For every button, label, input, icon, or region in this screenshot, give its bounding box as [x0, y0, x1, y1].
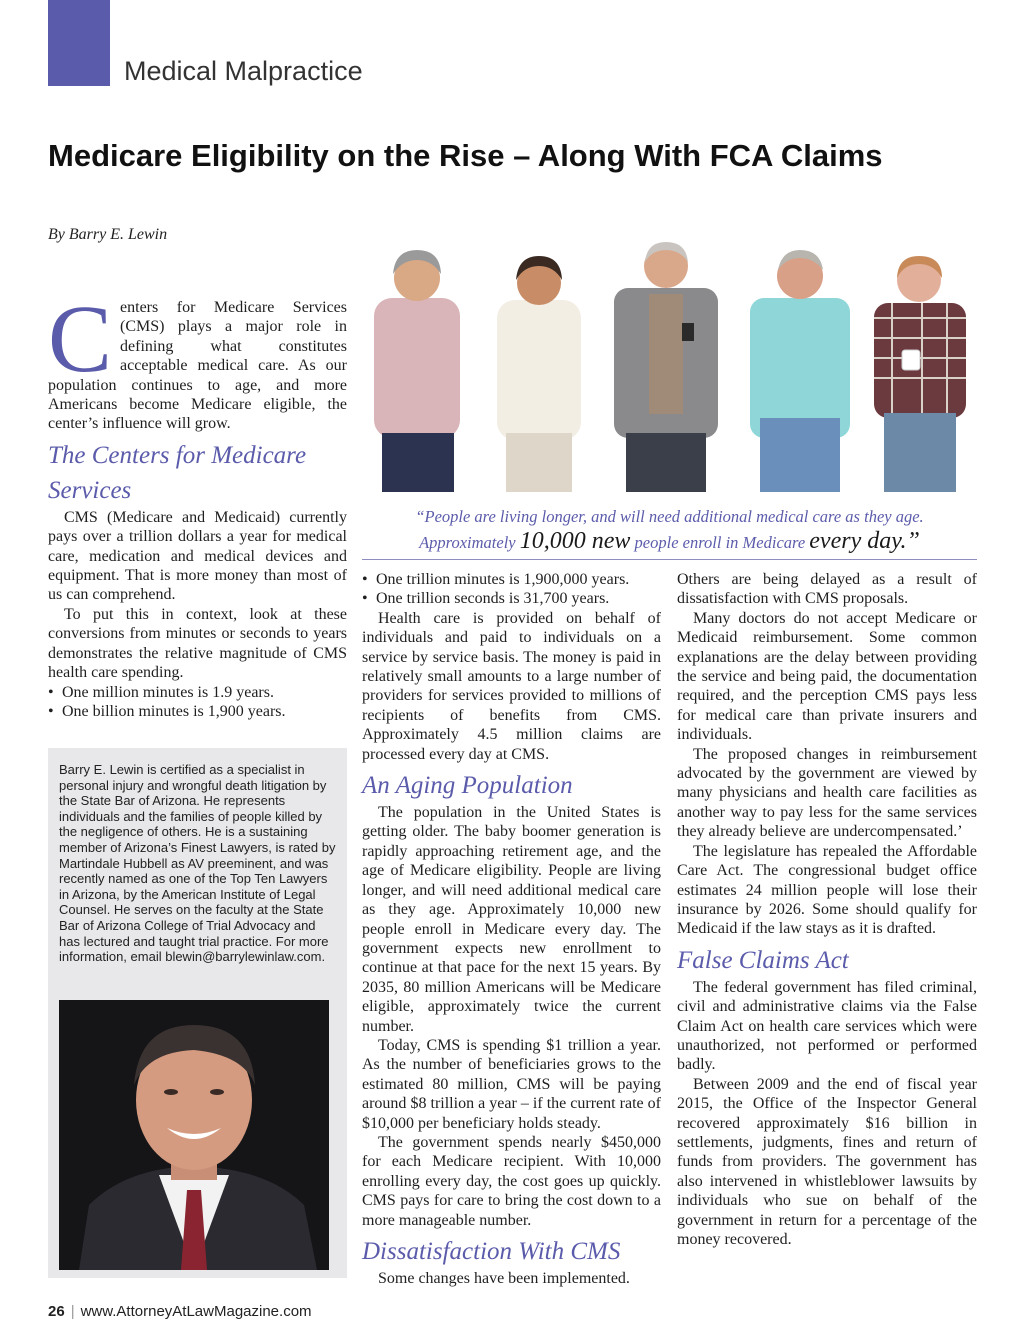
paragraph: Many doctors do not accept Medicare or Medicaid reimbursement. Some common explanations are the delay between providing the service and being paid, the documentation required, and the perception CMS pays less for medical care than private insurers and individuals. — [677, 609, 977, 744]
paragraph: CMS (Medicare and Medicaid) currently pays over a trillion dollars a year for medical care, medication and medical devices and equipment. That is more money than most of us can comprehend. — [48, 508, 347, 604]
column-2 — [362, 570, 661, 1288]
paragraph: The government spends nearly $450,000 for each Medicare recipient. With 10,000 enrolling every day, the cost goes up quickly. CMS pays for care to bring the cost down to a more manageable number. — [362, 1133, 661, 1229]
column-3 — [677, 570, 977, 1249]
subhead-centers: The Centers for Medicare Services — [48, 441, 307, 504]
bullet-item: • One billion minutes is 1,900 years. — [48, 702, 347, 721]
subhead-false-claims: False Claims Act — [677, 946, 849, 974]
seniors-group-photo — [362, 238, 977, 492]
pull-quote — [362, 505, 977, 555]
quote-divider — [362, 559, 977, 560]
author-headshot-photo — [59, 1000, 329, 1270]
quote-text: Approximately — [419, 533, 520, 552]
paragraph: The proposed changes in reimbursement advocated by the government are viewed by many physicians and health care facilities as another way to pay less for the same services they already believe are undercompensated.’ — [677, 745, 977, 841]
author-bio-box — [48, 748, 347, 1278]
section-label: Medical Malpractice — [124, 56, 363, 86]
bullet-list — [48, 683, 347, 722]
page-footer — [48, 1303, 312, 1320]
paragraph: To put this in context, look at these conversions from minutes or seconds to years demonstrates the relative magnitude of CMS health care spending. — [48, 605, 347, 682]
paragraph: Others are being delayed as a result of dissatisfaction with CMS proposals. — [677, 571, 977, 608]
bullet-item: • One trillion minutes is 1,900,000 years. — [362, 570, 661, 589]
byline: By Barry E. Lewin — [48, 226, 168, 243]
magazine-url[interactable]: www.AttorneyAtLawMagazine.com — [80, 1303, 312, 1320]
quote-emphasis: every day.” — [809, 528, 920, 554]
page-number: 26 — [48, 1303, 65, 1320]
bullet-list — [362, 570, 661, 609]
intro-paragraph: Centers for Medicare Services (CMS) plays a major role in defining what constitutes acceptable medical care. As our population continues to age, and more Americans become Medicare eligible, the center’s influence will grow. — [48, 285, 347, 433]
article-title: Medicare Eligibility on the Rise – Along With FCA Claims — [48, 138, 883, 173]
paragraph: Between 2009 and the end of fiscal year 2015, the Office of the Inspector General recovered approximately $16 billion in settlements, judgments, fines and return of funds from providers. The government has also intervened in whistleblower lawsuits by individuals who sue on behalf of the government in return for a percentage of the money recovered. — [677, 1075, 977, 1248]
paragraph: The federal government has filed criminal, civil and administrative claims via the False Claim Act on health care services which were unauthorized, not performed or performed badly. — [677, 978, 977, 1074]
paragraph: Today, CMS is spending $1 trillion a year. As the number of beneficiaries grows to the estimated 80 million, CMS will be paying around $8 trillion a year – if the current rate of $10,000 per beneficiary holds steady. — [362, 1036, 661, 1132]
paragraph: Some changes have been implemented. — [378, 1270, 630, 1287]
subhead-aging: An Aging Population — [362, 772, 573, 800]
paragraph: Health care is provided on behalf of individuals and paid to individuals on a service by service basis. The money is paid in relatively small amounts to a large number of providers for services provided to millions of recipients of benefits from CMS. Approximately 4.5 million claims are processed every day at CMS. — [362, 609, 661, 763]
bullet-item: • One million minutes is 1.9 years. — [48, 683, 347, 702]
quote-emphasis: 10,000 new — [519, 528, 631, 554]
quote-text: people enroll in Medicare — [630, 533, 810, 552]
footer-separator: | — [70, 1303, 75, 1320]
bullet-item: • One trillion seconds is 31,700 years. — [362, 589, 661, 608]
author-bio-text: Barry E. Lewin is certified as a specialist in personal injury and wrongful death litigation by the State Bar of Arizona. He represents individuals and the families of people killed by the negligence of others. He is a sustaining member of Arizona’s Finest Lawyers, is rated by Martindale Hubbell as AV preeminent, and was recently named as one of the Top Ten Lawyers in Arizona, by the American Institute of Legal Counsel. He serves on the faculty at the State Bar of Arizona College of Trial Advocacy and has lectured and taught trial practice. For more information, email blewin@barrylewinlaw.com. — [59, 762, 336, 965]
paragraph: The legislature has repealed the Affordable Care Act. The congressional budget office estimates 24 million people will lose their insurance by 2026. Some should qualify for Medicaid if the law stays as it is drafted. — [677, 842, 977, 938]
section-color-bar — [48, 0, 110, 86]
column-1 — [48, 285, 347, 721]
quote-line-1: “People are living longer, and will need additional medical care as they age. — [415, 507, 924, 526]
paragraph: The population in the United States is getting older. The baby boomer generation is rapidly approaching retirement age, and the age of Medicare eligibility. People are living longer, and will need additional medical care as they age. Approximately 10,000 new people enroll in Medicare every day. The government expects new enrollment to continue at that pace for the next 15 years. By 2035, 80 million Americans will be Medicare eligible, approximately twice the current number. — [362, 804, 661, 1035]
subhead-dissatisfaction: Dissatisfaction With CMS — [362, 1238, 621, 1265]
drop-cap: C — [48, 285, 113, 392]
